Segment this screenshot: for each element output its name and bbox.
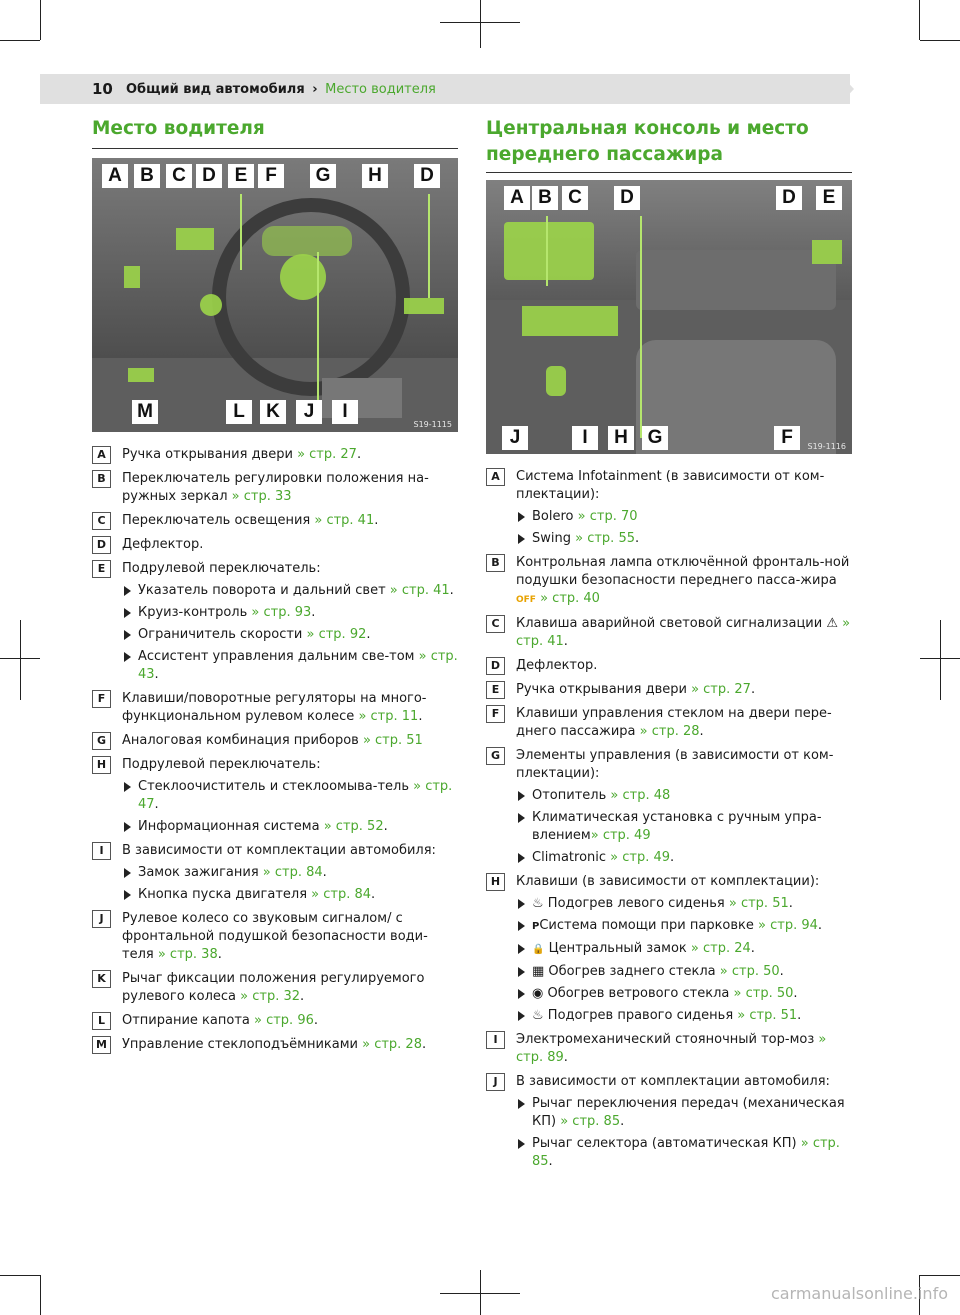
gearshift-highlight	[546, 366, 566, 396]
crop-mark	[480, 0, 481, 48]
legend-subtext: Climatronic	[532, 850, 611, 865]
callout-e: E	[816, 186, 842, 210]
legend-subitem	[122, 778, 458, 814]
legend-text: Клавиша аварийной световой сигнализации	[516, 616, 827, 631]
legend-text: Дефлектор.	[516, 658, 598, 673]
legend-letter: E	[92, 560, 111, 578]
legend-text: В зависимости от комплектации автомобиля:	[516, 1074, 830, 1089]
legend-letter: J	[486, 1073, 505, 1091]
bullet-triangle-icon	[124, 822, 131, 832]
crop-mark	[20, 620, 21, 700]
legend-tail: .	[418, 709, 423, 724]
page-ref-link[interactable]: » стр. 47	[138, 779, 453, 812]
legend-subtext: Стеклоочиститель и стеклоомыва-тель	[138, 779, 414, 794]
page-ref-link[interactable]: » стр. 24	[690, 941, 751, 956]
callout-g: G	[310, 164, 336, 188]
legend-subitem	[516, 1007, 852, 1025]
legend-subtext: Swing	[532, 531, 576, 546]
page-ref-link[interactable]: » стр. 52	[323, 819, 384, 834]
legend-letter: I	[92, 842, 111, 860]
breadcrumb-section[interactable]: Общий вид автомобиля	[126, 82, 305, 97]
legend-letter: M	[92, 1036, 111, 1054]
page-ref-link[interactable]: » стр. 48	[610, 788, 671, 803]
callout-d2: D	[414, 164, 440, 188]
rear-window-heat-icon: ▦	[532, 964, 545, 979]
callout-c: C	[562, 186, 588, 210]
page-ref-link[interactable]: » стр. 50	[733, 986, 794, 1001]
crop-mark	[0, 40, 40, 41]
page-ref-link[interactable]: » стр. 85	[532, 1136, 840, 1169]
legend-letter: D	[92, 536, 111, 554]
legend-tail: .	[563, 634, 568, 649]
wheel-hub-highlight	[280, 254, 326, 300]
leader-line	[546, 216, 548, 286]
page-ref-link[interactable]: » стр. 84	[311, 887, 372, 902]
legend-subtext: Рычаг переключения передач (механическая КП)	[532, 1096, 845, 1129]
bullet-triangle-icon	[518, 989, 525, 999]
legend-text: Подрулевой переключатель:	[122, 757, 321, 772]
bullet-triangle-icon	[124, 782, 131, 792]
legend-text: Ручка открывания двери	[122, 447, 298, 462]
legend-subtext: Подогрев правого сиденья	[543, 1008, 738, 1023]
legend-subitem	[122, 886, 458, 904]
legend-subitem	[516, 1095, 852, 1131]
legend-tail: .	[817, 918, 823, 933]
figure-code: S19-1116	[807, 442, 846, 451]
bullet-triangle-icon	[518, 534, 525, 544]
page-ref-link[interactable]: » стр. 49	[590, 828, 651, 843]
legend-subitem	[516, 787, 852, 805]
callout-d2: D	[776, 186, 802, 210]
page-header	[40, 74, 850, 104]
legend-tail: .	[548, 1154, 553, 1169]
left-legend-list	[92, 446, 458, 1060]
legend-tail: .	[356, 447, 362, 462]
bullet-triangle-icon	[518, 1099, 525, 1109]
legend-subtext: Обогрев ветрового стекла	[543, 986, 734, 1001]
callout-j: J	[296, 400, 322, 424]
left-section-heading	[92, 116, 458, 149]
legend-letter: B	[92, 470, 111, 488]
crop-mark	[920, 1275, 960, 1276]
legend-item	[486, 1073, 852, 1171]
legend-tail: .	[154, 667, 159, 682]
callout-b: B	[532, 186, 558, 210]
legend-letter: L	[92, 1012, 111, 1030]
right-section-heading	[486, 116, 852, 173]
legend-item	[486, 681, 852, 699]
legend-subtext: Информационная система	[138, 819, 324, 834]
legend-item	[486, 705, 852, 741]
legend-item	[92, 1036, 458, 1054]
callout-a: A	[102, 164, 128, 188]
page-ref-link[interactable]: » стр. 92	[306, 627, 367, 642]
callout-i: I	[332, 400, 358, 424]
legend-subitem	[516, 809, 852, 845]
legend-tail: .	[217, 947, 222, 962]
page-number: 10	[92, 80, 113, 98]
legend-text: Подрулевой переключатель:	[122, 561, 321, 576]
legend-subitem	[122, 818, 458, 836]
page-ref-link[interactable]: » стр. 84	[262, 865, 323, 880]
page-ref-link[interactable]: » стр. 96	[254, 1013, 314, 1028]
legend-item	[92, 690, 458, 726]
legend-tail: .	[449, 583, 454, 598]
right-legend-list	[486, 468, 852, 1177]
light-switch-highlight	[200, 294, 222, 316]
figure-code: S19-1115	[413, 420, 452, 429]
legend-tail: .	[750, 682, 756, 697]
page-ref-link[interactable]: » стр. 51	[737, 1008, 798, 1023]
page-ref-link[interactable]: » стр. 94	[758, 918, 818, 933]
page-ref-link[interactable]: » стр. 27	[691, 682, 751, 697]
legend-subtext: Центральный замок	[544, 941, 691, 956]
legend-subtext: Ограничитель скорости	[138, 627, 307, 642]
legend-tail: .	[311, 605, 316, 620]
legend-tail: .	[620, 1114, 625, 1129]
legend-item	[92, 470, 458, 506]
legend-text: Клавиши управления стеклом на двери пере-днего пассажира	[516, 706, 832, 739]
legend-tail: .	[750, 941, 755, 956]
legend-item	[92, 536, 458, 554]
legend-tail: .	[788, 896, 793, 911]
legend-text: Переключатель регулировки положения на-ружных зеркал	[122, 471, 429, 504]
crop-mark	[40, 1275, 41, 1315]
legend-letter: A	[92, 446, 111, 464]
legend-subitem	[122, 648, 458, 684]
page-ref-link[interactable]: » стр. 93	[251, 605, 312, 620]
crop-mark	[480, 1270, 481, 1315]
crop-mark	[940, 620, 941, 700]
bullet-triangle-icon	[518, 1011, 525, 1021]
callout-m: M	[132, 400, 158, 424]
crop-mark	[919, 0, 920, 40]
door-handle-highlight	[124, 266, 140, 288]
bullet-triangle-icon	[518, 512, 525, 522]
legend-item	[486, 747, 852, 867]
legend-item	[486, 873, 852, 1025]
legend-item	[92, 560, 458, 684]
legend-subtext: Указатель поворота и дальний свет	[138, 583, 390, 598]
legend-tail: .	[300, 989, 305, 1004]
bullet-triangle-icon	[124, 652, 131, 662]
page-ref-link[interactable]: » стр. 40	[535, 591, 600, 606]
legend-text: Элементы управления (в зависимости от ком-плектации):	[516, 748, 834, 781]
bullet-triangle-icon	[124, 868, 131, 878]
legend-item	[92, 756, 458, 836]
vent-right-highlight	[812, 240, 842, 264]
callout-e: E	[228, 164, 254, 188]
legend-tail: .	[313, 1013, 319, 1028]
page-ref-link[interactable]: » стр. 27	[297, 447, 357, 462]
legend-letter: B	[486, 554, 505, 572]
page-ref-link[interactable]: » стр. 89	[516, 1032, 827, 1065]
legend-subtext: Bolero	[532, 509, 578, 524]
legend-tail: .	[421, 1037, 427, 1052]
legend-item	[92, 842, 458, 904]
legend-letter: H	[486, 873, 505, 891]
callout-j: J	[502, 426, 528, 450]
seat-heat-left-icon: ♨	[532, 896, 544, 911]
legend-subitem	[516, 963, 852, 981]
legend-text: Рычаг фиксации положения регулируемого рулевого колеса	[122, 971, 425, 1004]
crop-mark	[0, 1275, 40, 1276]
page-ref-link[interactable]: » стр. 38	[157, 947, 218, 962]
legend-text: Аналоговая комбинация приборов	[122, 733, 363, 748]
bullet-triangle-icon	[124, 608, 131, 618]
page-ref-link[interactable]: » стр. 28	[362, 1037, 422, 1052]
legend-text: Система Infotainment (в зависимости от ком-плектации):	[516, 469, 825, 502]
legend-item	[92, 1012, 458, 1030]
legend-item	[486, 657, 852, 675]
bullet-triangle-icon	[124, 890, 131, 900]
bullet-triangle-icon	[124, 630, 131, 640]
legend-letter: G	[92, 732, 111, 750]
callout-i: I	[572, 426, 598, 450]
legend-subitem	[516, 1135, 852, 1171]
legend-letter: G	[486, 747, 505, 765]
legend-letter: H	[92, 756, 111, 774]
legend-letter: F	[486, 705, 505, 723]
legend-tail: .	[383, 819, 388, 834]
legend-tail: .	[374, 513, 379, 528]
legend-text: Ручка открывания двери	[516, 682, 692, 697]
callout-k: K	[260, 400, 286, 424]
bullet-triangle-icon	[518, 899, 525, 909]
climate-highlight	[522, 306, 618, 336]
bullet-triangle-icon	[518, 791, 525, 801]
crop-mark	[920, 40, 960, 41]
breadcrumb-subsection[interactable]: Место водителя	[325, 82, 436, 97]
callout-d: D	[196, 164, 222, 188]
legend-subitem	[516, 508, 852, 526]
bullet-triangle-icon	[518, 967, 525, 977]
legend-tail: .	[322, 865, 327, 880]
parking-assist-icon: P	[532, 921, 540, 932]
bullet-triangle-icon	[518, 1139, 525, 1149]
legend-item	[92, 970, 458, 1006]
seat-heat-right-icon: ♨	[532, 1008, 544, 1023]
page-ref-link[interactable]: » стр. 11	[358, 709, 419, 724]
legend-subitem	[516, 895, 852, 913]
legend-letter: J	[92, 910, 111, 928]
page-ref-link[interactable]: » стр. 33	[231, 489, 292, 504]
legend-letter: A	[486, 468, 505, 486]
legend-item	[486, 468, 852, 548]
legend-text: В зависимости от комплектации автомобиля:	[122, 843, 436, 858]
page-ref-link[interactable]: » стр. 51	[728, 896, 789, 911]
legend-tail: .	[793, 986, 798, 1001]
legend-tail: .	[797, 1008, 802, 1023]
page-ref-link[interactable]: » стр. 49	[610, 850, 671, 865]
page-ref-link[interactable]: » стр. 41	[314, 513, 375, 528]
legend-tail: .	[635, 531, 640, 546]
legend-subtext: Обогрев заднего стекла	[544, 964, 720, 979]
legend-text: Клавиши (в зависимости от комплектации):	[516, 874, 820, 889]
legend-letter: F	[92, 690, 111, 708]
header-arrow	[840, 74, 854, 104]
callout-h: H	[608, 426, 634, 450]
left-section-title: Место водителя	[92, 118, 265, 139]
callout-h: H	[362, 164, 388, 188]
legend-subitem	[122, 626, 458, 644]
central-lock-icon: 🔒	[532, 944, 545, 955]
legend-tail: .	[366, 627, 371, 642]
page-ref-link[interactable]: » стр. 55	[575, 531, 635, 546]
leader-line	[640, 216, 642, 438]
legend-letter: C	[486, 615, 505, 633]
page-ref-link[interactable]: » стр. 70	[577, 509, 638, 524]
right-section-title: Центральная консоль и место переднего пассажира	[486, 118, 809, 165]
legend-subtext: Кнопка пуска двигателя	[138, 887, 312, 902]
legend-item	[486, 1031, 852, 1067]
legend-letter: E	[486, 681, 505, 699]
legend-subitem	[122, 604, 458, 622]
bullet-triangle-icon	[518, 853, 525, 863]
infotainment-highlight	[504, 222, 594, 280]
page-ref-link[interactable]: » стр. 32	[240, 989, 301, 1004]
legend-text: Отпирание капота	[122, 1013, 254, 1028]
legend-subtext: Круиз-контроль	[138, 605, 252, 620]
bullet-triangle-icon	[518, 921, 525, 931]
legend-item	[92, 446, 458, 464]
legend-subtext: Климатическая установка с ручным упра-влением	[532, 810, 822, 843]
windshield-heat-icon: ◉	[532, 986, 544, 1001]
instrument-highlight	[262, 226, 352, 256]
legend-tail: .	[154, 797, 159, 812]
breadcrumb-separator: ›	[312, 82, 318, 97]
legend-subtext: Отопитель	[532, 788, 611, 803]
legend-text: Рулевое колесо со звуковым сигналом/ с фронтальной подушкой безопасности води-теля	[122, 911, 428, 962]
page-ref-link[interactable]: » стр. 51	[362, 733, 423, 748]
window-switch-highlight	[128, 368, 154, 382]
legend-subtext: Ассистент управления дальним све-том	[138, 649, 419, 664]
airbag-off-icon: OFF	[516, 595, 536, 605]
legend-letter: C	[92, 512, 111, 530]
callout-f: F	[774, 426, 800, 450]
leader-line	[428, 194, 430, 298]
legend-tail: .	[371, 887, 376, 902]
leader-line	[240, 194, 242, 270]
legend-text: Контрольная лампа отключённой фронталь-ной подушки безопасности переднего пасса-жира	[516, 555, 850, 588]
crop-mark	[40, 0, 41, 40]
leader-line	[317, 252, 319, 402]
callout-b: B	[134, 164, 160, 188]
legend-text: Переключатель освещения	[122, 513, 315, 528]
legend-subitem	[516, 917, 852, 936]
bullet-triangle-icon	[518, 944, 525, 954]
left-column	[92, 116, 458, 149]
legend-subitem	[516, 849, 852, 867]
vent-left-highlight	[176, 228, 214, 250]
legend-item	[92, 732, 458, 750]
legend-subitem	[122, 864, 458, 882]
callout-l: L	[226, 400, 252, 424]
callout-c: C	[166, 164, 192, 188]
page-ref-link[interactable]: » стр. 41	[389, 583, 450, 598]
legend-item	[92, 512, 458, 530]
hazard-warning-icon: ⚠	[826, 616, 838, 631]
legend-item	[486, 615, 852, 651]
legend-text: Клавиши/поворотные регуляторы на много-функциональном рулевом колесе	[122, 691, 427, 724]
legend-tail: .	[779, 964, 784, 979]
legend-subitem	[516, 940, 852, 959]
watermark: carmanualsonline.info	[770, 1284, 948, 1303]
legend-text: Дефлектор.	[122, 537, 204, 552]
legend-tail: .	[699, 724, 704, 739]
legend-subtext: Подогрев левого сиденья	[543, 896, 729, 911]
legend-letter: D	[486, 657, 505, 675]
legend-subtext: Рычаг селектора (автоматическая КП)	[532, 1136, 801, 1151]
driver-seat-figure	[92, 158, 458, 432]
legend-letter: I	[486, 1031, 505, 1049]
legend-subitem	[122, 582, 458, 600]
page-ref-link[interactable]: » стр. 28	[639, 724, 700, 739]
legend-text: Управление стеклоподъёмниками	[122, 1037, 363, 1052]
legend-subitem	[516, 985, 852, 1003]
bullet-triangle-icon	[518, 813, 525, 823]
console-figure	[486, 180, 852, 454]
legend-text: Электромеханический стояночный тор-моз	[516, 1032, 819, 1047]
legend-tail: .	[670, 850, 675, 865]
legend-item	[92, 910, 458, 964]
vent-right-highlight	[404, 298, 444, 314]
callout-a: A	[504, 186, 530, 210]
bullet-triangle-icon	[124, 586, 131, 596]
callout-f: F	[258, 164, 284, 188]
legend-tail: .	[563, 1050, 568, 1065]
page-ref-link[interactable]: » стр. 41	[516, 616, 851, 649]
legend-subtext: Система помощи при парковке	[539, 918, 759, 933]
breadcrumb	[126, 82, 436, 97]
right-column	[486, 116, 852, 173]
page-ref-link[interactable]: » стр. 85	[560, 1114, 621, 1129]
callout-d: D	[614, 186, 640, 210]
legend-item	[486, 554, 852, 609]
glovebox-shape	[636, 250, 836, 310]
callout-g: G	[642, 426, 668, 450]
legend-letter: K	[92, 970, 111, 988]
legend-subitem	[516, 530, 852, 548]
page-ref-link[interactable]: » стр. 50	[719, 964, 780, 979]
page-ref-link[interactable]: » стр. 43	[138, 649, 458, 682]
legend-subtext: Замок зажигания	[138, 865, 263, 880]
